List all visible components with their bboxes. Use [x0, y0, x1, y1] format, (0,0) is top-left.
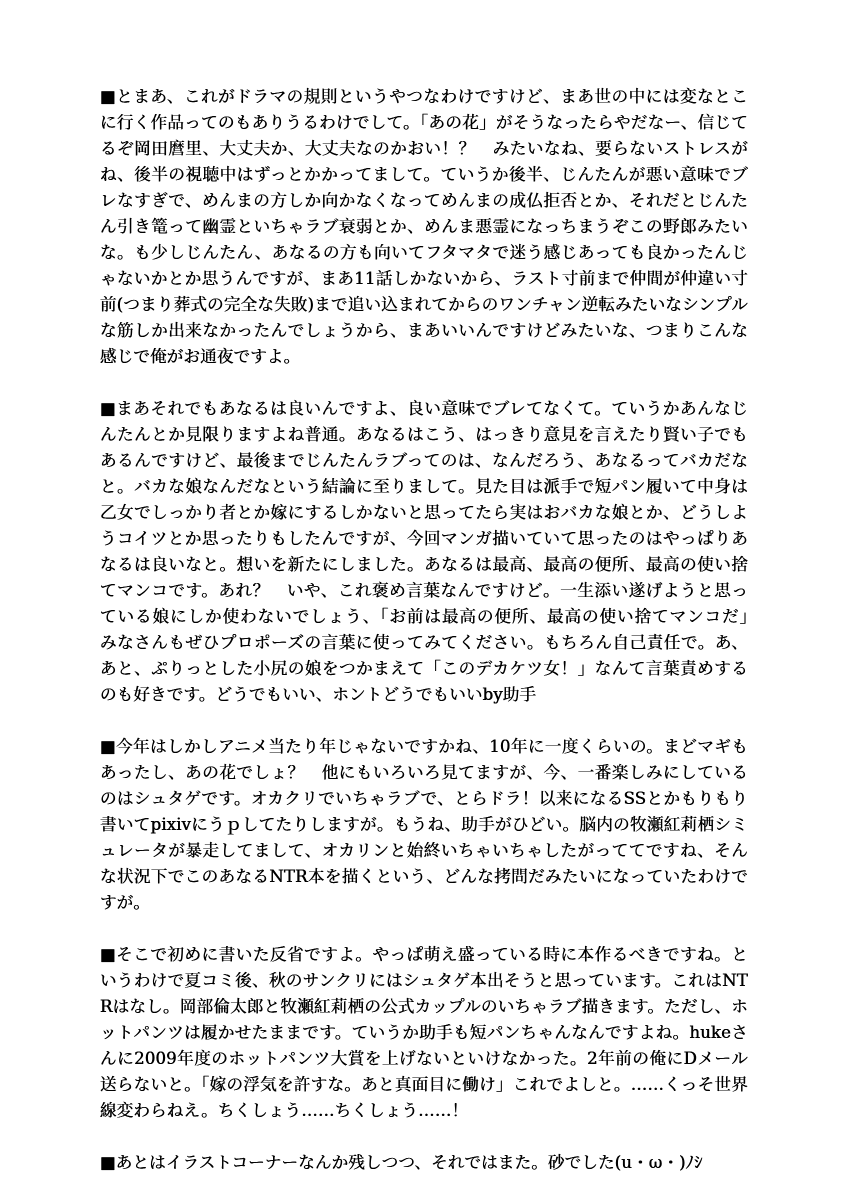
paragraph-5: ■あとはイラストコーナーなんか残しつつ、それではまた。砂でした(u・ω・)ﾉｼ: [100, 1153, 703, 1172]
paragraph-3: ■今年はしかしアニメ当たり年じゃないですかね、10年に一度くらいの。まどマギもあったし、あの花でしょ？ 他にもいろいろ見てますが、今、一番楽しみにしているのはシュタゲです。オカクリでいちゃラブで、とらドラ！以来になるSSとかもりもり書いてpixivにうｐしてたりしますが。もうね、助手がひどい。脳内の牧瀬紅莉栖シミュレータが暴走してまして、オカリンと始終いちゃいちゃしたがっててですね、そんな状況下でこのあなるNTR本を描くという、どんな拷問だみたいになっていたわけですが。: [100, 737, 748, 912]
paragraph-2: ■まあそれでもあなるは良いんですよ、良い意味でブレてなくて。ていうかあんなじんたんとか見限りますよね普通。あなるはこう、はっきり意見を言えたり賢い子でもあるんですけど、最後までじんたんラブってのは、なんだろう、あなるってバカだなと。バカな娘なんだなという結論に至りまして。見た目は派手で短パン履いて中身は乙女でしっかり者とか嫁にするしかないと思ってたら実はおバカな娘とか、どうしようコイツとか思ったりもしたんですが、今回マンガ描いていて思ったのはやっぱりあなるは良いなと。想いを新たにしました。あなるは最高、最高の便所、最高の使い捨てマンコです。あれ？ いや、これ褒め言葉なんですけど。一生添い遂げようと思っている娘にしか使わないでしょう、「お前は最高の便所、最高の使い捨てマンコだ」 みなさんもぜひプロポーズの言葉に使ってみてください。もちろん自己責任で。あ、あと、ぷりっとした小尻の娘をつかまえて「このデカケツ女！」なんて言葉責めするのも好きです。どうでもいい、ホントどうでもいいby助手: [100, 399, 765, 704]
afterword-text-column: [100, 84, 765, 1176]
paragraph-4: ■そこで初めに書いた反省ですよ。やっぱ萌え盛っている時に本作るべきですね。というわけで夏コミ後、秋のサンクリにはシュタゲ本出そうと思っています。これはNTRはなし。岡部倫太郎と牧瀬紅莉栖の公式カップルのいちゃラブ描きます。ただし、ホットパンツは履かせたままです。ていうか助手も短パンちゃんなんですよね。hukeさんに2009年度のホットパンツ大賞を上げないといけなかった。2年前の俺にDメール送らないと。「嫁の浮気を許すな。あと真面目に働け」これでよしと。……くっそ世界線変わらねえ。ちくしょう……ちくしょう……！: [100, 945, 748, 1120]
paragraph-1: ■とまあ、これがドラマの規則というやつなわけですけど、まあ世の中には変なとこに行く作品ってのもありうるわけでして。「あの花」がそうなったらやだなー、信じてるぞ岡田麿里、大丈夫か、大丈夫なのかおい！？ みたいなね、要らないストレスがね、後半の視聴中はずっとかかってまして。ていうか後半、じんたんが悪い意味でブレなすぎで、めんまの方しか向かなくなってめんまの成仏拒否とか、それだとじんたん引き篭って幽霊といちゃラブ衰弱とか、めんま悪霊になっちまうぞこの野郎みたいな。も少しじんたん、あなるの方も向いてフタマタで迷う感じあっても良かったんじゃないかとか思うんですが、まあ11話しかないから、ラスト寸前まで仲間が仲違い寸前(つまり葬式の完全な失敗)まで追い込まれてからのワンチャン逆転みたいなシンプルな筋しか出来なかったんでしょうから、まあいいんですけどみたいな、つまりこんな感じで俺がお通夜ですよ。: [100, 87, 748, 366]
